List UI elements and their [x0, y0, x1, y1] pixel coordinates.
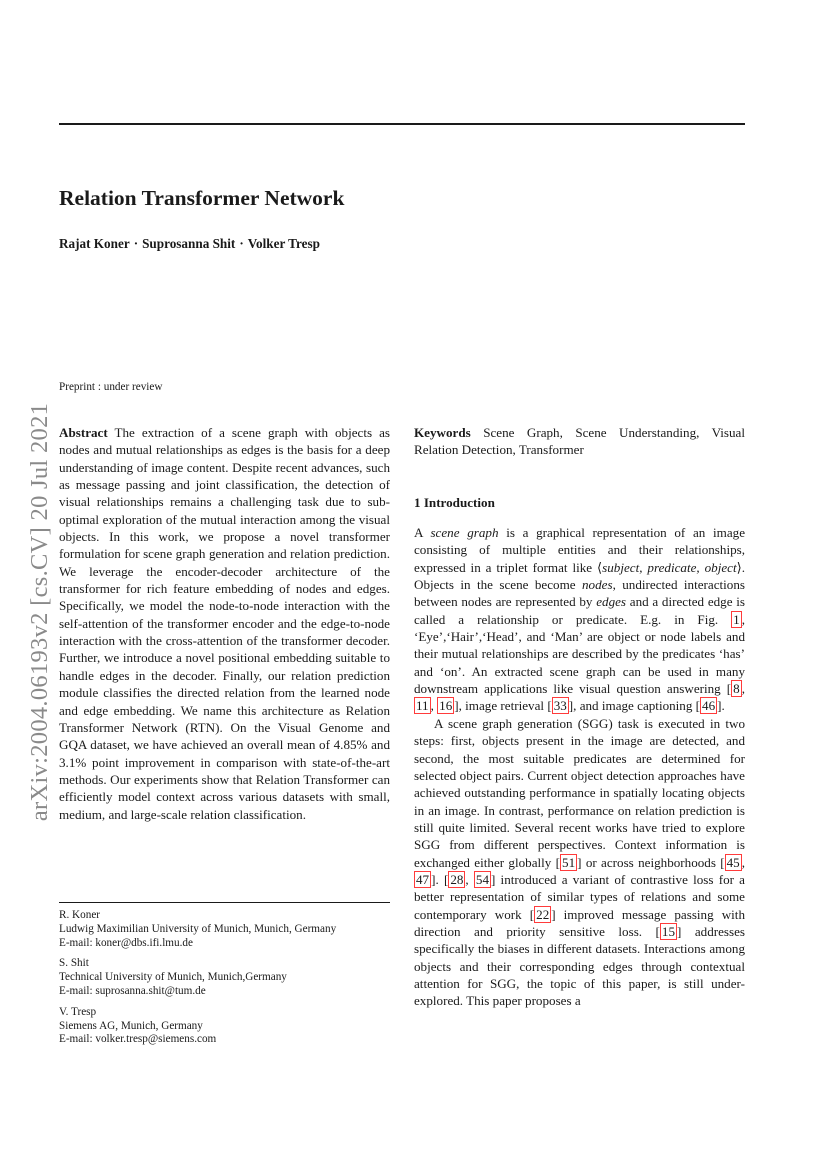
citation-link[interactable]: 15 — [661, 923, 675, 939]
footnote-name: S. Shit — [59, 957, 89, 970]
citation-link[interactable]: 54 — [475, 871, 489, 887]
footnote-email: E-mail: suprosanna.shit@tum.de — [59, 984, 206, 997]
right-column — [414, 424, 745, 1010]
author-list — [59, 236, 320, 252]
triplet-format: subject, predicate, object — [602, 559, 737, 575]
intro-paragraph-1: A scene graph is a graphical representation of an image consisting of multiple entities and their relationships, expressed in a triplet format like ⟨subject, predicate, object⟩. Objects in the scene become nodes, undirected interactions between nodes are represented by edges and a directed edge is called a relationship or predicate. E.g. in Fig. 1 , ‘Eye’,‘Hair’,‘Head’, and ‘Man’ are object or node labels and their mutual relationships are described by the predicates ‘has’ and ‘on’. An extracted scene graph can be used in many downstream applications like visual question answering [ 8 , 11 , 16 ], image retrieval [ 33 ], and image captioning [ 46 ]. — [414, 525, 746, 714]
keywords-heading: Keywords — [414, 425, 471, 440]
keywords — [414, 424, 745, 459]
footnote-affiliation: Siemens AG, Munich, Germany — [59, 1019, 203, 1032]
preprint-note: Preprint : under review — [59, 381, 163, 393]
term-scene-graph: scene graph — [430, 525, 499, 541]
citation-link[interactable]: 33 — [553, 698, 567, 714]
abstract-text: The extraction of a scene graph with objects as nodes and mutual relationships as edges is the basis for a deep understanding of image content. Despite recent advances, such as message passing and joint classification, the detection of visual relationships remains a challenging task due to sub-optimal exploration of the mutual interaction among the visual objects. In this work, we propose a novel transformer formulation for scene graph generation and relation prediction. We leverage the encoder-decoder architecture of the transformer for rich feature embedding of nodes and edges. Specifically, we model the node-to-node interaction with the self-attention of the transformer encoder and the edge-to-node interaction with the cross-attention of the transformer decoder. Further, we introduce a novel positional embedding suitable to handle edges in the decoder. Finally, our relation prediction module classifies the directed relation from the learned node and edge embedding. We name this architecture as Relation Transformer Network (RTN). On the Visual Genome and GQA dataset, we have achieved an overall mean of 4.85% and 3.1% point improvement in comparison with state-of-the-art methods. Our experiments show that Relation Transformer can efficiently model context across various datasets with small, medium, and large-scale relation classification. — [59, 425, 390, 822]
intro-paragraph-2: A scene graph generation (SGG) task is executed in two steps: first, objects present in the image are detected, and second, the most suitable predicates are determined for selected object pairs. Current object detection approaches have achieved outstanding performance in spatially locating objects in an image. In contrast, performance on relation prediction is still quite limited. Several recent works have tried to explore SGG from different perspectives. Context information is exchanged either globally [ 51 ] or across neighborhoods [ 45 , 47 ]. [ 28 , 54 ] introduced a variant of contrastive loss for a better representation of similar types of relations and some contemporary work [ 22 ] improved message passing with direction and priority sensitive loss. [ 15 ] addresses specifically the biases in different datasets. Interactions among objects and their corresponding edges through contextual attention for SGG, the topic of this paper, is still under-explored. This paper proposes a — [414, 715, 746, 1009]
citation-link[interactable]: 22 — [536, 906, 550, 922]
citation-link[interactable]: 51 — [562, 854, 576, 870]
keywords-text: Scene Graph, Scene Understanding, Visual Relation Detection, Transformer — [414, 425, 745, 458]
abstract-heading: Abstract — [59, 425, 108, 440]
footnote-name: R. Koner — [59, 909, 101, 921]
citation-link[interactable]: 16 — [439, 698, 453, 714]
citation-link[interactable]: 28 — [450, 871, 464, 887]
author-name: Volker Tresp — [247, 236, 320, 251]
footnote-rule — [59, 902, 390, 903]
author-name: Suprosanna Shit — [142, 236, 236, 251]
citation-link[interactable]: 11 — [416, 698, 429, 714]
footnote-name: V. Tresp — [59, 1005, 97, 1018]
citation-link[interactable]: 45 — [726, 854, 740, 870]
section-heading: 1 Introduction — [414, 494, 495, 510]
author-separator: · — [133, 236, 139, 251]
citation-link[interactable]: 46 — [702, 698, 716, 714]
footnote-author — [59, 957, 399, 998]
footnote-author — [59, 1006, 399, 1047]
arxiv-identifier: arXiv:2004.06193v2 [cs.CV] 20 Jul 2021 — [26, 402, 53, 822]
paper-title: Relation Transformer Network — [59, 186, 345, 210]
abstract-paragraph — [59, 424, 390, 823]
citation-link[interactable]: 8 — [733, 681, 740, 697]
author-separator: · — [239, 236, 244, 251]
abstract — [59, 424, 390, 823]
author-name: Rajat Koner — [59, 236, 130, 251]
figure-link[interactable]: 1 — [733, 611, 740, 627]
footnote-author — [59, 909, 399, 950]
term-nodes: nodes — [582, 577, 613, 593]
term-edges: edges — [596, 594, 627, 610]
footnote-affiliation: Ludwig Maximilian University of Munich, Munich, Germany — [59, 922, 337, 935]
author-footnotes — [59, 909, 399, 1054]
footnote-affiliation: Technical University of Munich, Munich,Germany — [59, 971, 287, 984]
footnote-email: E-mail: koner@dbs.ifi.lmu.de — [59, 936, 193, 949]
citation-link[interactable]: 47 — [416, 871, 430, 887]
footnote-email: E-mail: volker.tresp@siemens.com — [59, 1033, 217, 1046]
top-rule — [59, 123, 745, 125]
